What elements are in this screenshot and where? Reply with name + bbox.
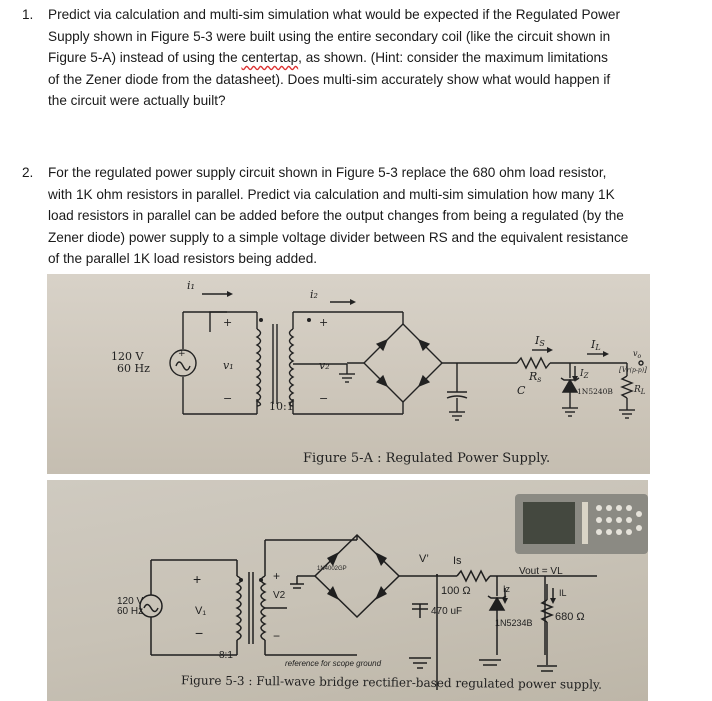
cap-value-label: 470 uF — [431, 606, 463, 617]
arrowhead — [547, 347, 553, 353]
rs-label: R — [529, 370, 538, 383]
sine-glyph — [144, 605, 158, 612]
figure-5a-schematic — [47, 274, 650, 474]
question-1-line-3-suffix: , as shown. (Hint: consider the maximum limitations — [298, 50, 608, 65]
svg-text:IS — [534, 334, 545, 348]
primary-plus: + — [223, 316, 233, 329]
vrpp-end: ] — [644, 366, 647, 374]
polarity-dot — [259, 578, 263, 582]
arrowhead — [550, 598, 556, 604]
question-2-line-3: load resistors in parallel can be added before the output changes from being a regulated (by the — [48, 208, 624, 223]
source-frequency-label-b: 60 Hz — [117, 606, 144, 617]
resistor-rs-b — [457, 571, 490, 581]
figure-5-3-schematic — [47, 480, 648, 701]
polarity-dot — [307, 318, 311, 322]
bridge-rectifier — [364, 324, 442, 402]
zener-part-label-b: 1N5234B — [495, 618, 533, 628]
iz-label: I — [580, 369, 584, 379]
vo-label: v — [633, 349, 638, 358]
arrowhead — [350, 299, 356, 305]
question-2-number: 2. — [22, 165, 34, 180]
turns-ratio-label-b: 8:1 — [219, 650, 233, 661]
svg-text:[Vr(p-p)] — [619, 366, 647, 374]
secondary-minus-b: − — [273, 629, 281, 643]
question-2-line-4: Zener diode) power supply to a simple voltage divider between RS and the equivalent resistance — [48, 229, 629, 245]
question-1-line-2: Supply shown in Figure 5-3 were built using the entire secondary coil (like the circuit shown in — [48, 28, 611, 44]
primary-minus-b: − — [195, 625, 204, 641]
primary-minus: − — [223, 392, 233, 405]
question-1-line-5: the circuit were actually built? — [48, 93, 226, 108]
ac-source-b — [140, 595, 162, 617]
diode-d2 — [375, 552, 387, 566]
source-plus: + — [178, 349, 186, 359]
diode-d1 — [327, 552, 339, 566]
secondary-voltage-label: v₂ — [319, 359, 330, 372]
figure-5a-caption: Figure 5-A : Regulated Power Supply. — [303, 451, 551, 466]
diode-d3 — [327, 586, 339, 600]
svg-text:IZ — [579, 369, 589, 380]
question-1-text — [48, 4, 688, 112]
svg-text:vo — [633, 349, 642, 360]
primary-plus-b: + — [193, 571, 202, 587]
secondary-coil-b — [261, 576, 265, 640]
secondary-minus: − — [319, 392, 329, 405]
oscilloscope-screen — [523, 502, 575, 544]
capacitor-plate — [447, 396, 467, 398]
source-frequency-label: 60 Hz — [117, 362, 150, 375]
bridge-rectifier-b — [315, 535, 399, 617]
resistor-rl-b — [542, 600, 552, 622]
diode-part-label: 1N4002GP — [317, 566, 347, 572]
question-2-line-5: of the parallel 1K load resistors being added. — [48, 251, 318, 266]
is-label-b: Is — [453, 555, 462, 567]
source-voltage-label: 120 V — [111, 350, 144, 363]
figure-5-3-caption: Figure 5-3 : Full-wave bridge rectifier-based regulated power supply. — [180, 673, 603, 692]
question-2-line-2: with 1K ohm resistors in parallel. Predict via calculation and multi-sim simulation how many 1K — [48, 186, 615, 202]
secondary-coil — [290, 329, 294, 406]
figure-5a-photo — [47, 274, 650, 474]
primary-coil — [257, 329, 261, 406]
svg-text:IL — [590, 338, 601, 352]
question-1-line-4: of the Zener diode from the datasheet). Does multi-sim accurately show what would happen if — [48, 71, 611, 87]
il-sub: L — [595, 343, 601, 352]
zener-part-label: 1N5240B — [577, 387, 613, 396]
resistor-rs — [517, 358, 550, 368]
secondary-voltage-label-b: V2 — [273, 590, 286, 601]
polarity-dot — [239, 578, 243, 582]
rs-sub: s — [537, 375, 542, 384]
vrpp-sub: r(p-p) — [626, 367, 645, 374]
is-sub: S — [539, 339, 545, 348]
arrowhead — [502, 598, 508, 604]
iz-label-b: Iz — [503, 584, 511, 594]
rl-sub: L — [640, 388, 646, 396]
il-label-b: IL — [559, 588, 567, 598]
rs-value-label: 100 Ω — [441, 585, 471, 597]
oscilloscope-brand-strip — [582, 502, 588, 544]
primary-voltage-label: v₁ — [223, 359, 234, 372]
arrowhead — [603, 351, 609, 357]
primary-coil-b — [237, 576, 241, 640]
output-node — [639, 361, 643, 365]
arrowhead — [227, 291, 233, 297]
polarity-dot — [259, 318, 263, 322]
question-1-line-1: Predict via calculation and multi-sim simulation what would be expected if the Regulated Power — [48, 7, 620, 22]
primary-voltage-label-b: V₁ — [195, 605, 207, 617]
svg-text:Rs — [528, 370, 541, 384]
vout-label: Vout = VL — [519, 566, 563, 577]
il-label: I — [591, 338, 596, 351]
rl-label: R — [634, 385, 641, 395]
svg-text:RL — [633, 385, 646, 396]
vo-sub: o — [637, 353, 642, 360]
iz-sub: Z — [583, 372, 589, 380]
question-1-number: 1. — [22, 7, 34, 22]
question-2-text — [48, 162, 688, 270]
secondary-plus-b: + — [273, 569, 281, 583]
source-voltage-label-b: 120 V — [117, 596, 144, 607]
spellcheck-word: centertap — [241, 50, 299, 65]
secondary-plus: + — [319, 316, 329, 329]
scope-ground-label: reference for scope ground — [285, 659, 382, 668]
current-i2-label: i₂ — [310, 288, 318, 301]
resistor-rl — [622, 376, 632, 398]
question-1-line-3-prefix: Figure 5-A) instead of using the — [48, 50, 242, 65]
zener-diode-b — [490, 598, 504, 610]
question-2-line-1: For the regulated power supply circuit shown in Figure 5-3 replace the 680 ohm load resistor, — [48, 165, 607, 180]
vprime-label: V’ — [419, 553, 429, 565]
vrpp-label: [V — [619, 366, 627, 374]
figure-5-3-photo — [47, 480, 648, 701]
cap-c-label: C — [517, 384, 526, 397]
turns-ratio-label: 10:1 — [269, 400, 294, 413]
is-label: I — [535, 334, 540, 347]
rl-value-label: 680 Ω — [555, 611, 585, 623]
diode-d4 — [375, 586, 387, 600]
question-1-line-3 — [48, 47, 688, 69]
current-i1-label: i₁ — [187, 279, 195, 292]
sine-glyph — [176, 362, 190, 370]
